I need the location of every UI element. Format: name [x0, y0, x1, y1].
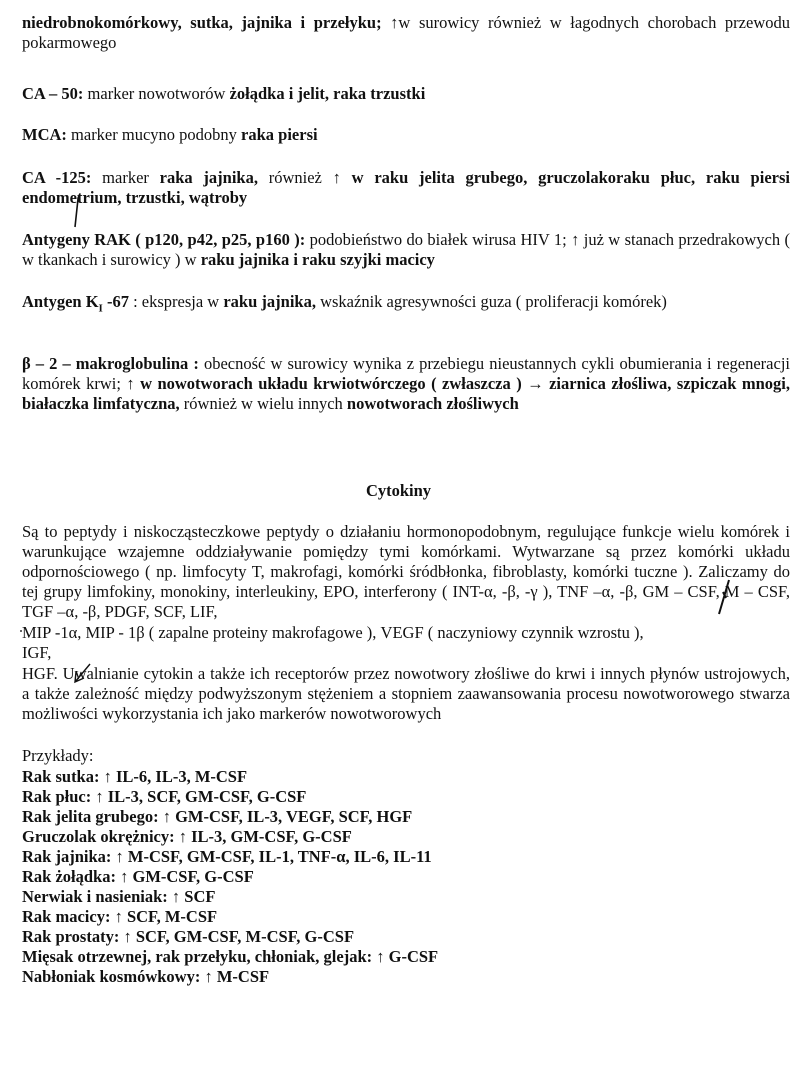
- marker-term: MCA:: [22, 125, 67, 144]
- cytokines-paragraph-1: Są to peptydy i niskocząsteczkowe peptydy o działaniu hormonopodobnym, regulujące funkcje wielu komórek i warunkujące wzajemne oddziaływanie pomiędzy tymi komórkami. Wytwarzane są przez komórki układu odpornościowego ( np. limfocyty T, makrofagi, komórki śródbłonka, fibroblasty, komórki tuczne ). Zaliczamy do tej grupy limfokiny, monokiny, interleukiny, EPO, interferony ( INT-α, -β, -γ ), TNF –α, -β, GM – CSF, M – CSF, TGF –α, -β, PDGF, SCF, LIF,: [22, 522, 790, 621]
- section-title: Cytokiny: [365, 481, 432, 500]
- bold-text: żołądka i jelit, raka trzustki: [229, 84, 426, 103]
- marker-term: -67: [102, 292, 129, 311]
- example-item: Rak sutka: ↑ IL-6, IL-3, M-CSF: [22, 767, 248, 786]
- body-text: również ↑: [257, 168, 352, 187]
- example-item: Mięsak otrzewnej, rak przełyku, chłoniak, glejak: ↑ G-CSF: [22, 947, 439, 966]
- handwritten-check-mark: [70, 662, 94, 686]
- example-item: Rak macicy: ↑ SCF, M-CSF: [22, 907, 218, 926]
- example-item: Gruczolak okrężnicy: ↑ IL-3, GM-CSF, G-CSF: [22, 827, 352, 846]
- marker-ca125: [22, 168, 790, 208]
- marker-rak: [22, 230, 790, 270]
- bold-text: w nowotworach układu krwiotwórczego ( zwłaszcza ) → ziarnica złośliwa, szpiczak mnogi, białaczka limfatyczna,: [22, 374, 790, 413]
- body-text: wskaźnik agresywności guza ( proliferacji komórek): [315, 292, 667, 311]
- subscript: I: [98, 302, 103, 315]
- cytokines-paragraph-2: HGF. Uwalnianie cytokin a także ich receptorów przez nowotwory złośliwe do krwi i innych płynów ustrojowych, a także zależność między podwyższonym stężeniem a stopniem zaawansowania procesu nowotworowego stwarza możliwości wykorzystania ich jako markerów nowotworowych: [22, 664, 790, 723]
- example-item: Nerwiak i nasieniak: ↑ SCF: [22, 887, 216, 906]
- marker-term: β – 2 – makroglobulina :: [22, 354, 199, 373]
- marker-ca50: [22, 84, 790, 104]
- bold-text: raka jajnika,: [159, 168, 258, 187]
- marker-ki67: [22, 292, 790, 318]
- bold-text: raku jajnika,: [223, 292, 316, 311]
- cytokines-line-mip: MIP -1α, MIP - 1β ( zapalne proteiny makrofagowe ), VEGF ( naczyniowy czynnik wzrostu ),: [22, 623, 644, 642]
- stray-dot: [20, 630, 22, 632]
- examples-label: Przykłady:: [22, 746, 94, 765]
- body-text: marker mucyno podobny: [66, 125, 242, 144]
- marker-term: Antygen K: [22, 292, 99, 311]
- marker-beta2: [22, 354, 790, 414]
- handwritten-slash-mark: [715, 578, 735, 618]
- body-text: : ekspresja w: [128, 292, 224, 311]
- bold-text: raku jajnika i raku szyjki macicy: [200, 250, 435, 269]
- body-text: również w wielu innych: [179, 394, 347, 413]
- example-item: Rak jajnika: ↑ M-CSF, GM-CSF, IL-1, TNF-α, IL-6, IL-11: [22, 847, 432, 866]
- body-text: marker nowotworów: [83, 84, 230, 103]
- example-item: Rak żołądka: ↑ GM-CSF, G-CSF: [22, 867, 254, 886]
- marker-continuation: [22, 13, 790, 53]
- example-item: Rak płuc: ↑ IL-3, SCF, GM-CSF, G-CSF: [22, 787, 307, 806]
- example-item: Rak jelita grubego: ↑ GM-CSF, IL-3, VEGF, SCF, HGF: [22, 807, 413, 826]
- example-item: Nabłoniak kosmówkowy: ↑ M-CSF: [22, 967, 270, 986]
- handwritten-caret-mark: [70, 193, 90, 229]
- bold-text: niedrobnokomórkowy, sutka, jajnika i przełyku;: [22, 13, 382, 32]
- body-text: podobieństwo do białek wirusa HIV 1; ↑ już w stanach przedrakowych ( w tkankach i surowicy ) w: [22, 230, 790, 269]
- body-text: ↑w surowicy również w łagodnych chorobach przewodu pokarmowego: [22, 13, 790, 52]
- marker-mca: [22, 125, 790, 145]
- bold-text: nowotworach złośliwych: [346, 394, 519, 413]
- bold-text: raka piersi: [241, 125, 318, 144]
- marker-term: CA – 50:: [22, 84, 84, 103]
- marker-term: Antygeny RAK ( p120, p42, p25, p160 ):: [22, 230, 306, 249]
- bold-text: w raku jelita grubego, gruczolakoraku płuc, raku piersi endometrium, trzustki, wątroby: [22, 168, 790, 207]
- examples-list: [22, 767, 790, 987]
- marker-term: CA -125:: [22, 168, 92, 187]
- cytokines-line-igf: IGF,: [22, 643, 52, 662]
- body-text: marker: [91, 168, 160, 187]
- body-text: obecność w surowicy wynika z przebiegu nieustannych cykli obumierania i regeneracji komórek krwi; ↑: [22, 354, 790, 393]
- example-item: Rak prostaty: ↑ SCF, GM-CSF, M-CSF, G-CSF: [22, 927, 355, 946]
